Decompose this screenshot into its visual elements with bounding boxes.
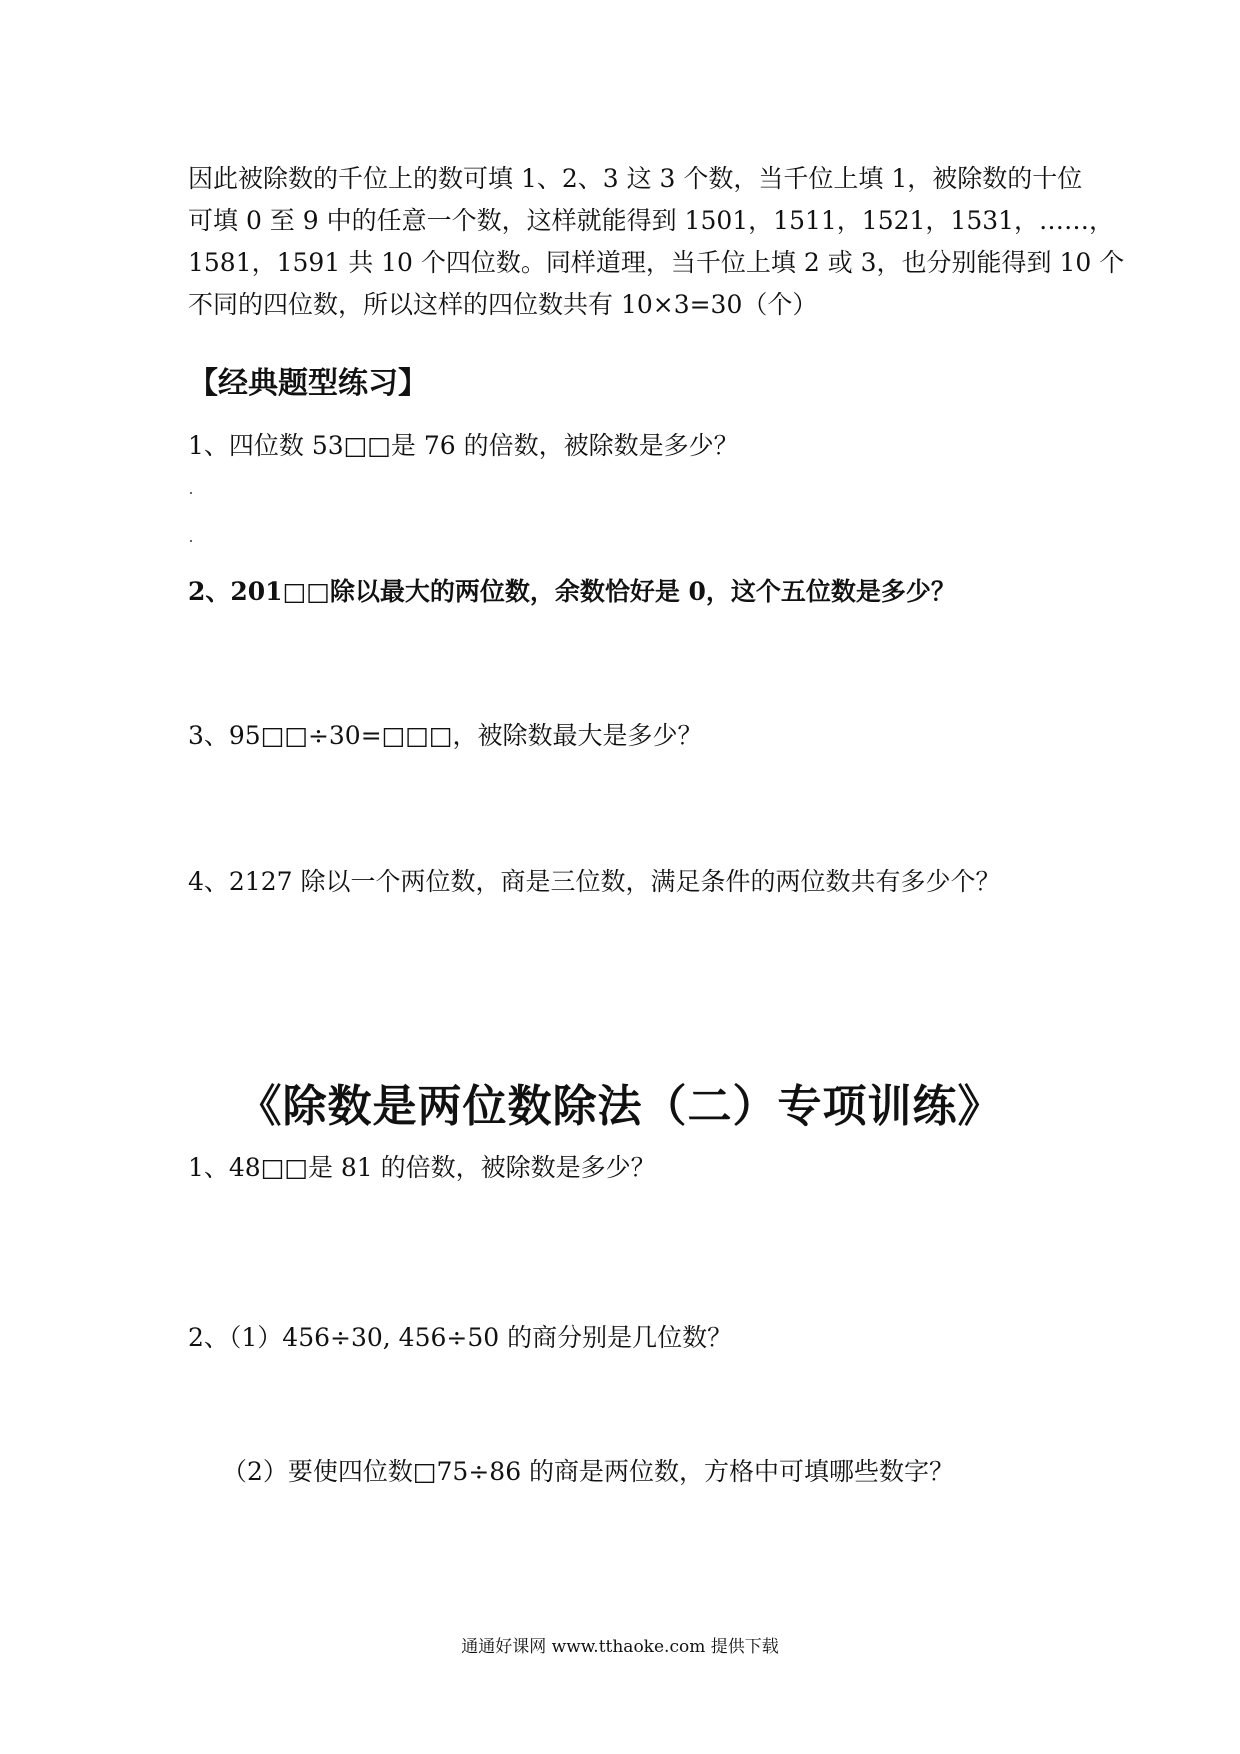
intro-line: 可填 0 至 9 中的任意一个数，这样就能得到 1501，1511，1521，1531，……， xyxy=(188,206,1115,235)
scan-speck xyxy=(190,540,192,542)
intro-line: 不同的四位数，所以这样的四位数共有 10×3=30（个） xyxy=(188,290,818,319)
training-question-1: 1、48□□是 81 的倍数，被除数是多少？ xyxy=(188,1153,656,1182)
practice-question-1: 1、四位数 53□□是 76 的倍数，被除数是多少？ xyxy=(188,431,739,460)
intro-paragraph xyxy=(188,158,1125,326)
practice-question-2: 2、201□□除以最大的两位数，余数恰好是 0，这个五位数是多少？ xyxy=(188,577,956,606)
training-question-2: 2、（1）456÷30, 456÷50 的商分别是几位数？ xyxy=(188,1323,733,1352)
intro-line: 1581，1591 共 10 个四位数。同样道理，当千位上填 2 或 3，也分别能得到 10 个 xyxy=(188,248,1125,277)
practice-question-4: 4、2127 除以一个两位数，商是三位数，满足条件的两位数共有多少个？ xyxy=(188,867,1001,896)
scan-speck xyxy=(190,492,192,494)
footer-credit: 通通好课网 www.tthaoke.com 提供下载 xyxy=(461,1637,779,1657)
intro-line: 因此被除数的千位上的数可填 1、2、3 这 3 个数，当千位上填 1，被除数的十位 xyxy=(188,164,1083,193)
practice-heading: 【经典题型练习】 xyxy=(188,366,428,401)
training-question-2-part-2: （2）要使四位数□75÷86 的商是两位数，方格中可填哪些数字？ xyxy=(222,1457,955,1486)
page-title: 《除数是两位数除法（二）专项训练》 xyxy=(237,1081,1003,1132)
practice-question-3: 3、95□□÷30=□□□，被除数最大是多少？ xyxy=(188,721,703,750)
